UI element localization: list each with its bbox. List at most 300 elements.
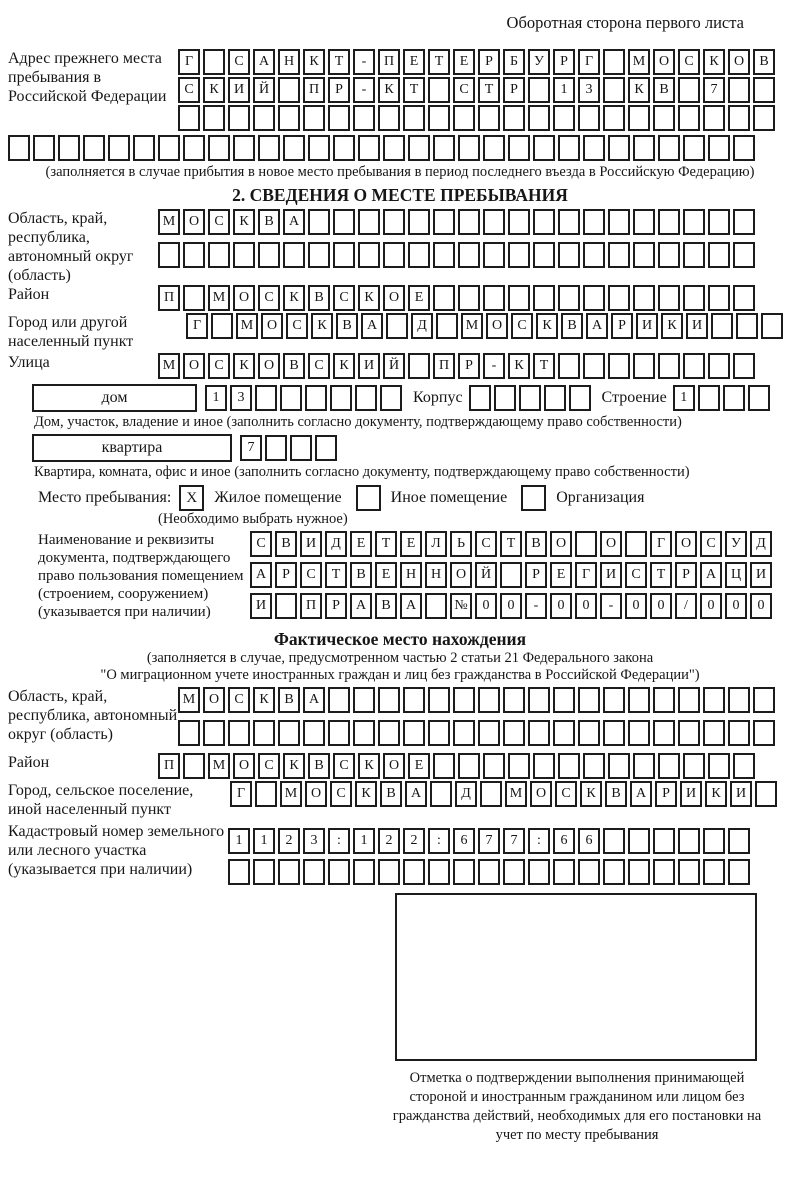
char-cell[interactable]: [508, 209, 530, 235]
char-cell[interactable]: [553, 687, 575, 713]
char-cell[interactable]: [483, 242, 505, 268]
char-cell[interactable]: [733, 242, 755, 268]
char-cell[interactable]: [378, 687, 400, 713]
char-cell[interactable]: М: [158, 209, 180, 235]
char-cell[interactable]: [508, 242, 530, 268]
char-cell[interactable]: Г: [578, 49, 600, 75]
char-cell[interactable]: [353, 720, 375, 746]
char-cell[interactable]: [633, 209, 655, 235]
char-cell[interactable]: Г: [178, 49, 200, 75]
char-cell[interactable]: [333, 135, 355, 161]
char-cell[interactable]: [108, 135, 130, 161]
char-cell[interactable]: 6: [553, 828, 575, 854]
char-cell[interactable]: 6: [578, 828, 600, 854]
char-cell[interactable]: С: [333, 285, 355, 311]
char-cell[interactable]: №: [450, 593, 472, 619]
char-cell[interactable]: Е: [403, 49, 425, 75]
char-cell[interactable]: К: [253, 687, 275, 713]
char-cell[interactable]: [683, 753, 705, 779]
char-cell[interactable]: Е: [408, 285, 430, 311]
apartment-type-box[interactable]: [32, 434, 232, 462]
char-cell[interactable]: П: [158, 285, 180, 311]
char-cell[interactable]: [178, 105, 200, 131]
char-cell[interactable]: [544, 385, 566, 411]
char-cell[interactable]: О: [183, 209, 205, 235]
char-cell[interactable]: Р: [611, 313, 633, 339]
char-cell[interactable]: [633, 285, 655, 311]
char-cell[interactable]: [258, 242, 280, 268]
char-cell[interactable]: [458, 753, 480, 779]
char-cell[interactable]: [528, 687, 550, 713]
char-cell[interactable]: [553, 859, 575, 885]
char-cell[interactable]: И: [730, 781, 752, 807]
char-cell[interactable]: [408, 135, 430, 161]
char-cell[interactable]: К: [203, 77, 225, 103]
char-cell[interactable]: Д: [411, 313, 433, 339]
char-cell[interactable]: В: [561, 313, 583, 339]
char-cell[interactable]: И: [228, 77, 250, 103]
char-cell[interactable]: :: [328, 828, 350, 854]
char-cell[interactable]: [428, 77, 450, 103]
char-cell[interactable]: [603, 687, 625, 713]
char-cell[interactable]: [425, 593, 447, 619]
char-cell[interactable]: [203, 720, 225, 746]
char-cell[interactable]: :: [428, 828, 450, 854]
char-cell[interactable]: В: [258, 209, 280, 235]
char-cell[interactable]: [678, 859, 700, 885]
char-cell[interactable]: [753, 105, 775, 131]
char-cell[interactable]: [633, 242, 655, 268]
char-cell[interactable]: С: [208, 353, 230, 379]
char-cell[interactable]: К: [355, 781, 377, 807]
char-cell[interactable]: [208, 242, 230, 268]
char-cell[interactable]: С: [228, 49, 250, 75]
char-cell[interactable]: [328, 720, 350, 746]
char-cell[interactable]: Т: [650, 562, 672, 588]
char-cell[interactable]: Ц: [725, 562, 747, 588]
char-cell[interactable]: П: [158, 753, 180, 779]
char-cell[interactable]: [494, 385, 516, 411]
char-cell[interactable]: [228, 859, 250, 885]
char-cell[interactable]: С: [511, 313, 533, 339]
char-cell[interactable]: 3: [303, 828, 325, 854]
char-cell[interactable]: А: [586, 313, 608, 339]
char-cell[interactable]: Т: [328, 49, 350, 75]
char-cell[interactable]: [658, 353, 680, 379]
char-cell[interactable]: 0: [625, 593, 647, 619]
char-cell[interactable]: [583, 285, 605, 311]
char-cell[interactable]: [628, 859, 650, 885]
char-cell[interactable]: [711, 313, 733, 339]
char-cell[interactable]: [208, 135, 230, 161]
char-cell[interactable]: -: [525, 593, 547, 619]
char-cell[interactable]: [625, 531, 647, 557]
char-cell[interactable]: :: [528, 828, 550, 854]
char-cell[interactable]: [703, 859, 725, 885]
char-cell[interactable]: М: [208, 285, 230, 311]
char-cell[interactable]: [408, 209, 430, 235]
char-cell[interactable]: [203, 105, 225, 131]
char-cell[interactable]: [228, 105, 250, 131]
char-cell[interactable]: Р: [503, 77, 525, 103]
char-cell[interactable]: [583, 353, 605, 379]
char-cell[interactable]: А: [700, 562, 722, 588]
char-cell[interactable]: С: [330, 781, 352, 807]
char-cell[interactable]: [703, 687, 725, 713]
char-cell[interactable]: Н: [278, 49, 300, 75]
char-cell[interactable]: [678, 720, 700, 746]
char-cell[interactable]: А: [303, 687, 325, 713]
char-cell[interactable]: Р: [553, 49, 575, 75]
char-cell[interactable]: 1: [205, 385, 227, 411]
char-cell[interactable]: [458, 285, 480, 311]
char-cell[interactable]: В: [336, 313, 358, 339]
char-cell[interactable]: С: [555, 781, 577, 807]
char-cell[interactable]: Р: [675, 562, 697, 588]
char-cell[interactable]: А: [400, 593, 422, 619]
char-cell[interactable]: [403, 105, 425, 131]
char-cell[interactable]: [633, 135, 655, 161]
char-cell[interactable]: 7: [503, 828, 525, 854]
char-cell[interactable]: [603, 828, 625, 854]
char-cell[interactable]: [558, 753, 580, 779]
char-cell[interactable]: С: [625, 562, 647, 588]
char-cell[interactable]: 2: [278, 828, 300, 854]
char-cell[interactable]: [8, 135, 30, 161]
char-cell[interactable]: К: [283, 285, 305, 311]
char-cell[interactable]: [683, 209, 705, 235]
char-cell[interactable]: [383, 209, 405, 235]
char-cell[interactable]: [378, 859, 400, 885]
char-cell[interactable]: [683, 285, 705, 311]
char-cell[interactable]: [553, 720, 575, 746]
char-cell[interactable]: [380, 385, 402, 411]
char-cell[interactable]: [608, 209, 630, 235]
char-cell[interactable]: [433, 285, 455, 311]
char-cell[interactable]: К: [233, 209, 255, 235]
char-cell[interactable]: Н: [400, 562, 422, 588]
char-cell[interactable]: [233, 242, 255, 268]
char-cell[interactable]: [255, 385, 277, 411]
char-cell[interactable]: [403, 859, 425, 885]
char-cell[interactable]: Р: [325, 593, 347, 619]
char-cell[interactable]: А: [253, 49, 275, 75]
char-cell[interactable]: У: [725, 531, 747, 557]
char-cell[interactable]: В: [753, 49, 775, 75]
char-cell[interactable]: [508, 285, 530, 311]
checkbox-residential[interactable]: X: [179, 485, 204, 511]
char-cell[interactable]: [653, 720, 675, 746]
char-cell[interactable]: [433, 209, 455, 235]
char-cell[interactable]: Т: [478, 77, 500, 103]
char-cell[interactable]: К: [358, 285, 380, 311]
char-cell[interactable]: [748, 385, 770, 411]
char-cell[interactable]: [386, 313, 408, 339]
char-cell[interactable]: [503, 687, 525, 713]
char-cell[interactable]: О: [530, 781, 552, 807]
char-cell[interactable]: О: [305, 781, 327, 807]
char-cell[interactable]: [433, 753, 455, 779]
char-cell[interactable]: [728, 105, 750, 131]
char-cell[interactable]: [428, 105, 450, 131]
char-cell[interactable]: Т: [533, 353, 555, 379]
char-cell[interactable]: [433, 135, 455, 161]
char-cell[interactable]: [275, 593, 297, 619]
char-cell[interactable]: Б: [503, 49, 525, 75]
char-cell[interactable]: [483, 209, 505, 235]
char-cell[interactable]: [558, 353, 580, 379]
char-cell[interactable]: 7: [703, 77, 725, 103]
char-cell[interactable]: П: [378, 49, 400, 75]
char-cell[interactable]: С: [250, 531, 272, 557]
char-cell[interactable]: [708, 753, 730, 779]
char-cell[interactable]: [633, 353, 655, 379]
char-cell[interactable]: Р: [275, 562, 297, 588]
char-cell[interactable]: С: [475, 531, 497, 557]
char-cell[interactable]: [708, 242, 730, 268]
char-cell[interactable]: [358, 135, 380, 161]
char-cell[interactable]: И: [358, 353, 380, 379]
char-cell[interactable]: [503, 105, 525, 131]
char-cell[interactable]: [253, 105, 275, 131]
char-cell[interactable]: О: [203, 687, 225, 713]
char-cell[interactable]: А: [250, 562, 272, 588]
char-cell[interactable]: И: [300, 531, 322, 557]
char-cell[interactable]: [533, 242, 555, 268]
char-cell[interactable]: В: [278, 687, 300, 713]
char-cell[interactable]: [603, 720, 625, 746]
char-cell[interactable]: [378, 720, 400, 746]
char-cell[interactable]: Р: [458, 353, 480, 379]
char-cell[interactable]: [265, 435, 287, 461]
char-cell[interactable]: [753, 720, 775, 746]
char-cell[interactable]: К: [580, 781, 602, 807]
char-cell[interactable]: К: [661, 313, 683, 339]
char-cell[interactable]: 0: [475, 593, 497, 619]
char-cell[interactable]: М: [628, 49, 650, 75]
char-cell[interactable]: [303, 859, 325, 885]
char-cell[interactable]: [653, 105, 675, 131]
char-cell[interactable]: Д: [325, 531, 347, 557]
char-cell[interactable]: [528, 105, 550, 131]
char-cell[interactable]: [753, 77, 775, 103]
char-cell[interactable]: О: [383, 285, 405, 311]
char-cell[interactable]: 7: [478, 828, 500, 854]
char-cell[interactable]: [528, 77, 550, 103]
char-cell[interactable]: [308, 135, 330, 161]
char-cell[interactable]: К: [333, 353, 355, 379]
char-cell[interactable]: [278, 105, 300, 131]
char-cell[interactable]: Й: [253, 77, 275, 103]
char-cell[interactable]: [483, 135, 505, 161]
char-cell[interactable]: Л: [425, 531, 447, 557]
char-cell[interactable]: [678, 687, 700, 713]
char-cell[interactable]: [303, 105, 325, 131]
char-cell[interactable]: К: [508, 353, 530, 379]
char-cell[interactable]: М: [280, 781, 302, 807]
char-cell[interactable]: [500, 562, 522, 588]
char-cell[interactable]: [603, 859, 625, 885]
char-cell[interactable]: С: [300, 562, 322, 588]
char-cell[interactable]: [253, 859, 275, 885]
char-cell[interactable]: О: [653, 49, 675, 75]
char-cell[interactable]: [583, 242, 605, 268]
char-cell[interactable]: О: [258, 353, 280, 379]
char-cell[interactable]: [453, 105, 475, 131]
char-cell[interactable]: О: [550, 531, 572, 557]
char-cell[interactable]: [678, 828, 700, 854]
house-type-box[interactable]: [32, 384, 197, 412]
char-cell[interactable]: М: [158, 353, 180, 379]
checkbox-organization[interactable]: [521, 485, 546, 511]
char-cell[interactable]: [353, 859, 375, 885]
char-cell[interactable]: [83, 135, 105, 161]
char-cell[interactable]: П: [300, 593, 322, 619]
char-cell[interactable]: [633, 753, 655, 779]
char-cell[interactable]: О: [233, 285, 255, 311]
char-cell[interactable]: Г: [230, 781, 252, 807]
char-cell[interactable]: Е: [550, 562, 572, 588]
char-cell[interactable]: Т: [325, 562, 347, 588]
char-cell[interactable]: [658, 209, 680, 235]
char-cell[interactable]: [358, 209, 380, 235]
char-cell[interactable]: [333, 209, 355, 235]
char-cell[interactable]: Р: [655, 781, 677, 807]
char-cell[interactable]: [58, 135, 80, 161]
char-cell[interactable]: [603, 77, 625, 103]
char-cell[interactable]: 7: [240, 435, 262, 461]
char-cell[interactable]: [683, 242, 705, 268]
char-cell[interactable]: [203, 49, 225, 75]
char-cell[interactable]: Г: [650, 531, 672, 557]
char-cell[interactable]: 1: [553, 77, 575, 103]
char-cell[interactable]: М: [461, 313, 483, 339]
char-cell[interactable]: [480, 781, 502, 807]
char-cell[interactable]: [683, 353, 705, 379]
char-cell[interactable]: Д: [750, 531, 772, 557]
char-cell[interactable]: [453, 859, 475, 885]
char-cell[interactable]: [658, 753, 680, 779]
char-cell[interactable]: О: [450, 562, 472, 588]
char-cell[interactable]: [308, 209, 330, 235]
char-cell[interactable]: [533, 135, 555, 161]
char-cell[interactable]: [733, 285, 755, 311]
char-cell[interactable]: Д: [455, 781, 477, 807]
char-cell[interactable]: 0: [700, 593, 722, 619]
char-cell[interactable]: [578, 687, 600, 713]
char-cell[interactable]: [278, 859, 300, 885]
char-cell[interactable]: [608, 285, 630, 311]
char-cell[interactable]: И: [636, 313, 658, 339]
char-cell[interactable]: О: [600, 531, 622, 557]
char-cell[interactable]: О: [383, 753, 405, 779]
char-cell[interactable]: С: [178, 77, 200, 103]
char-cell[interactable]: [558, 285, 580, 311]
char-cell[interactable]: [528, 720, 550, 746]
char-cell[interactable]: [228, 720, 250, 746]
char-cell[interactable]: В: [275, 531, 297, 557]
char-cell[interactable]: М: [178, 687, 200, 713]
char-cell[interactable]: А: [283, 209, 305, 235]
char-cell[interactable]: [578, 105, 600, 131]
char-cell[interactable]: [723, 385, 745, 411]
char-cell[interactable]: 0: [725, 593, 747, 619]
char-cell[interactable]: [469, 385, 491, 411]
char-cell[interactable]: [653, 859, 675, 885]
char-cell[interactable]: [755, 781, 777, 807]
char-cell[interactable]: [733, 209, 755, 235]
char-cell[interactable]: [453, 720, 475, 746]
char-cell[interactable]: 1: [253, 828, 275, 854]
char-cell[interactable]: [158, 135, 180, 161]
char-cell[interactable]: /: [675, 593, 697, 619]
char-cell[interactable]: [258, 135, 280, 161]
char-cell[interactable]: [353, 687, 375, 713]
char-cell[interactable]: 0: [550, 593, 572, 619]
char-cell[interactable]: [233, 135, 255, 161]
char-cell[interactable]: [608, 242, 630, 268]
char-cell[interactable]: Е: [375, 562, 397, 588]
char-cell[interactable]: [608, 353, 630, 379]
char-cell[interactable]: С: [333, 753, 355, 779]
char-cell[interactable]: [478, 720, 500, 746]
char-cell[interactable]: [533, 209, 555, 235]
char-cell[interactable]: [553, 105, 575, 131]
char-cell[interactable]: 1: [228, 828, 250, 854]
char-cell[interactable]: [178, 720, 200, 746]
char-cell[interactable]: -: [353, 49, 375, 75]
char-cell[interactable]: 0: [575, 593, 597, 619]
char-cell[interactable]: К: [358, 753, 380, 779]
char-cell[interactable]: [658, 285, 680, 311]
char-cell[interactable]: П: [433, 353, 455, 379]
char-cell[interactable]: [533, 753, 555, 779]
char-cell[interactable]: [278, 720, 300, 746]
char-cell[interactable]: С: [453, 77, 475, 103]
char-cell[interactable]: [433, 242, 455, 268]
char-cell[interactable]: [158, 242, 180, 268]
char-cell[interactable]: [408, 242, 430, 268]
char-cell[interactable]: [653, 828, 675, 854]
char-cell[interactable]: К: [628, 77, 650, 103]
char-cell[interactable]: [628, 687, 650, 713]
char-cell[interactable]: С: [678, 49, 700, 75]
char-cell[interactable]: 3: [578, 77, 600, 103]
char-cell[interactable]: [33, 135, 55, 161]
char-cell[interactable]: Г: [186, 313, 208, 339]
char-cell[interactable]: [575, 531, 597, 557]
char-cell[interactable]: К: [703, 49, 725, 75]
char-cell[interactable]: Р: [478, 49, 500, 75]
char-cell[interactable]: [358, 242, 380, 268]
char-cell[interactable]: [428, 687, 450, 713]
checkbox-other-premises[interactable]: [356, 485, 381, 511]
char-cell[interactable]: Е: [400, 531, 422, 557]
char-cell[interactable]: [436, 313, 458, 339]
char-cell[interactable]: В: [375, 593, 397, 619]
char-cell[interactable]: [328, 859, 350, 885]
char-cell[interactable]: [578, 859, 600, 885]
char-cell[interactable]: С: [208, 209, 230, 235]
char-cell[interactable]: О: [486, 313, 508, 339]
char-cell[interactable]: Т: [375, 531, 397, 557]
char-cell[interactable]: [533, 285, 555, 311]
char-cell[interactable]: [355, 385, 377, 411]
char-cell[interactable]: Т: [428, 49, 450, 75]
char-cell[interactable]: [280, 385, 302, 411]
char-cell[interactable]: [728, 859, 750, 885]
char-cell[interactable]: [578, 720, 600, 746]
